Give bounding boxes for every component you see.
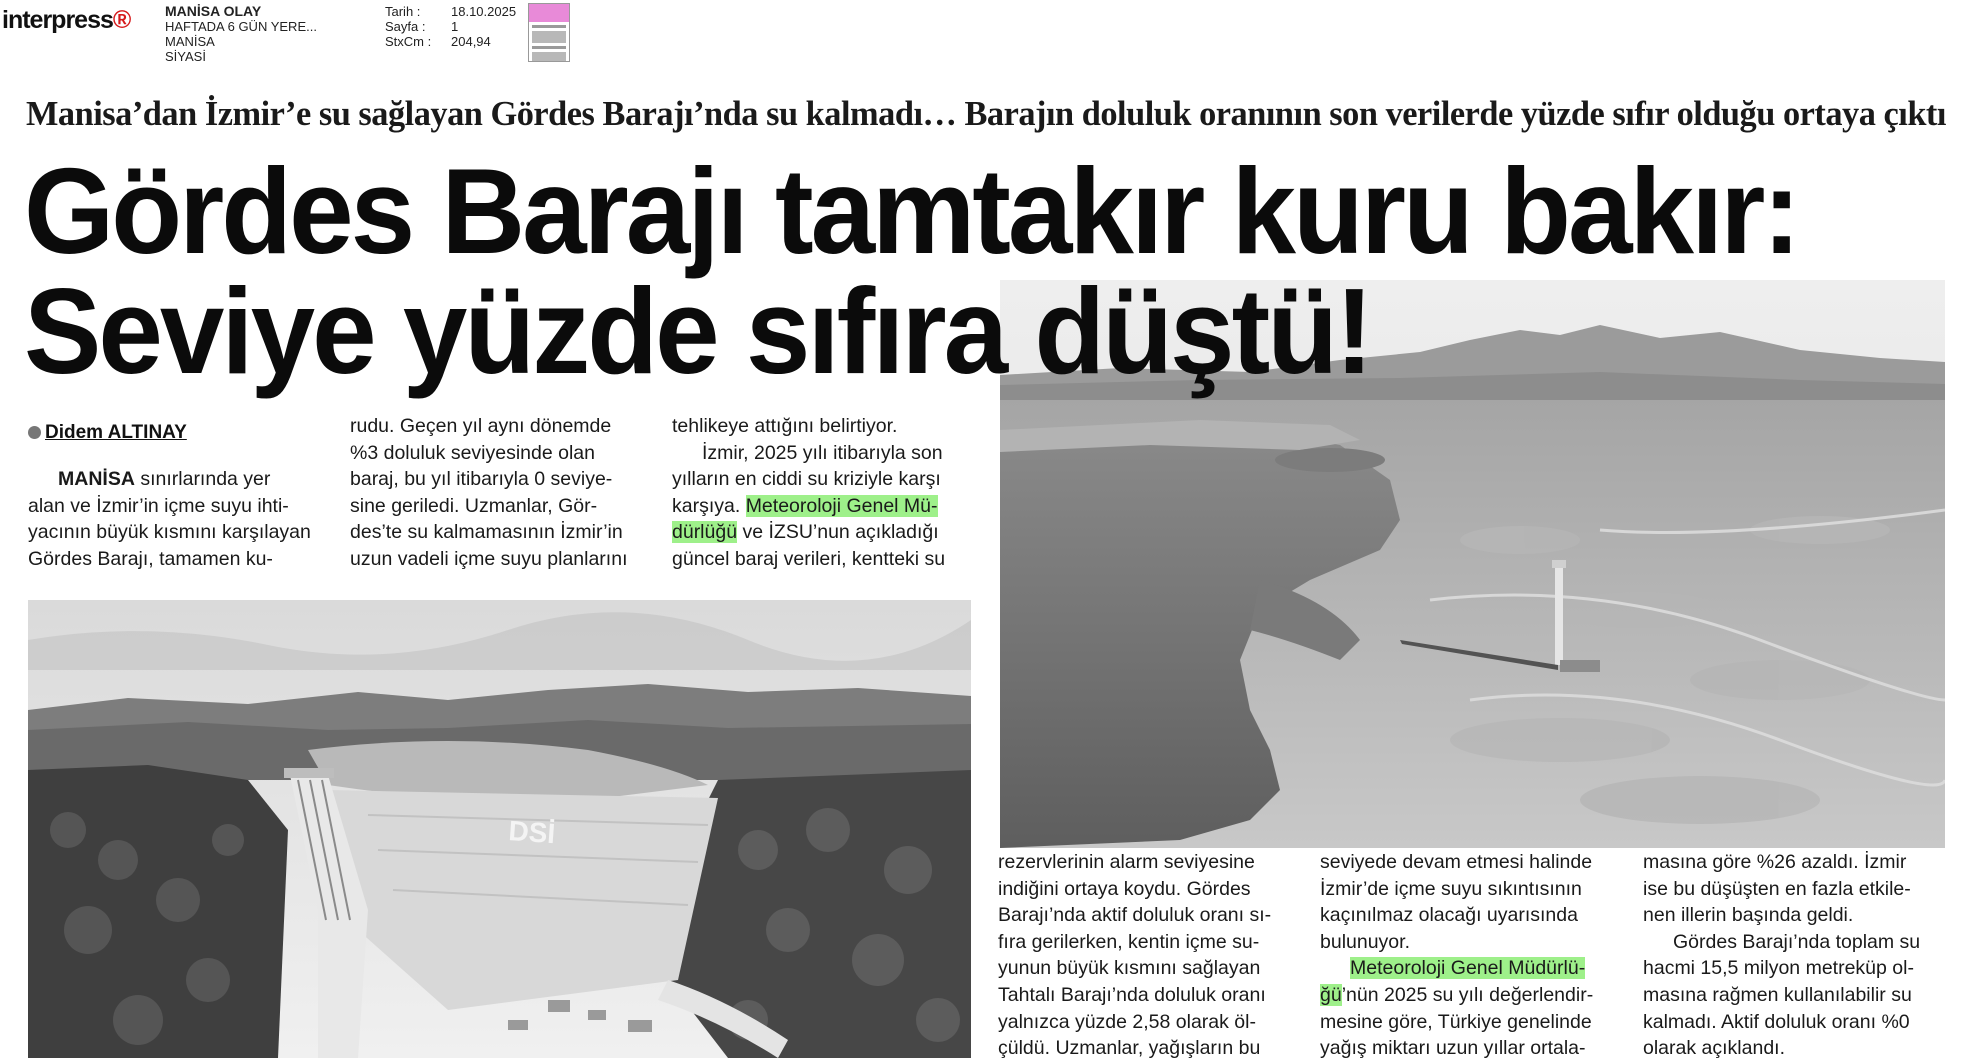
text-column-3: tehlikeye attığını belirtiyor. İzmir, 2025 yılı itibarıyla son yılların en ciddi su kriziyle karşı karşıya. Meteoroloji Genel Mü- dürlüğü ve İZSU’nun açıkladığı güncel baraj verileri, kentteki su (672, 415, 946, 570)
byline (28, 422, 187, 444)
dateline: MANİSA (58, 468, 135, 490)
publication-name: MANİSA OLAY (165, 3, 262, 19)
highlight-meteoroloji: Meteoroloji Genel Mü- (745, 494, 938, 517)
page-value: 1 (451, 19, 459, 34)
text-column-2: rudu. Geçen yıl aynı dönemde %3 doluluk seviyesinde olan baraj, bu yıl itibarıyla 0 seviye- sine geriledi. Uzmanlar, Gör- des’te su kalmamasının İzmir’in uzun vadeli içme suyu planlarını (350, 415, 628, 570)
author-name[interactable]: Didem ALTINAY (45, 422, 187, 443)
text-column-1: MANİSA sınırlarında yer alan ve İzmir’in içme suyu ihti- yacının büyük kısmını karşılayan Gördes Barajı, tamamen ku- (28, 468, 311, 570)
text-column-6: masına göre %26 azaldı. İzmir ise bu düşüşten en fazla etkile- nen illerin başında geldi. Gördes Barajı’nda toplam su hacmi 15,5 milyon metreküp ol- masına rağmen kullanılabilir su kalmadı. Aktif doluluk oranı %0 olarak açıklandı. (1643, 851, 1921, 1060)
publication-frequency: HAFTADA 6 GÜN YERE... (165, 19, 317, 34)
article-kicker: Manisa’dan İzmir’e su sağlayan Gördes Barajı’nda su kalmadı… Barajın doluluk oranının son verilerde yüzde sıfır olduğu ortaya çıktı (26, 94, 1946, 133)
publication-section: SİYASİ (165, 49, 206, 64)
stx-value: 204,94 (451, 34, 491, 49)
highlight-gu: ğü (1320, 983, 1342, 1006)
page-label: Sayfa : (385, 19, 426, 34)
interpress-logo: interpress® (2, 6, 131, 34)
logo-accent-mark: ® (112, 6, 131, 34)
publication-info (165, 4, 317, 64)
text-column-5: seviyede devam etmesi halinde İzmir’de içme suyu sıkıntısının kaçınılmaz olacağı uyarısında bulunuyor. Meteoroloji Genel Müdürlü- ğü’nün 2025 su yılı değerlendir- mesine göre, Türkiye genelinde yağış miktarı uzun yıllar ortala- (1320, 851, 1594, 1060)
stx-label: StxCm : (385, 34, 432, 49)
highlight-mudurlugu: dürlüğü (672, 521, 738, 544)
text-column-4: rezervlerinin alarm seviyesine indiğini ortaya koydu. Gördes Barajı’nda aktif doluluk oranı sı- fıra gerilerken, kentin içme su- yunun büyük kısmını sağlayan Tahtalı Barajı’nda doluluk oranı yalnızca yüzde 2,58 olarak öl- çüldü. Uzmanlar, yağışların bu (998, 851, 1272, 1060)
bullet-dot-icon (28, 426, 41, 439)
headline-line-1: Gördes Barajı tamtakır kuru bakır: (24, 142, 1798, 280)
date-label: Tarih : (385, 4, 421, 19)
highlight-meteoroloji-2: Meteoroloji Genel Müdürlü- (1350, 957, 1586, 980)
clip-meta (385, 4, 516, 49)
headline-line-2: Seviye yüzde sıfıra düştü! (24, 262, 1371, 400)
dam-wall-lettering: DSİ (507, 815, 557, 850)
dam-aerial-photo (28, 600, 971, 1058)
page-thumbnail[interactable] (528, 3, 570, 62)
date-value: 18.10.2025 (451, 4, 517, 19)
publication-city: MANİSA (165, 34, 215, 49)
